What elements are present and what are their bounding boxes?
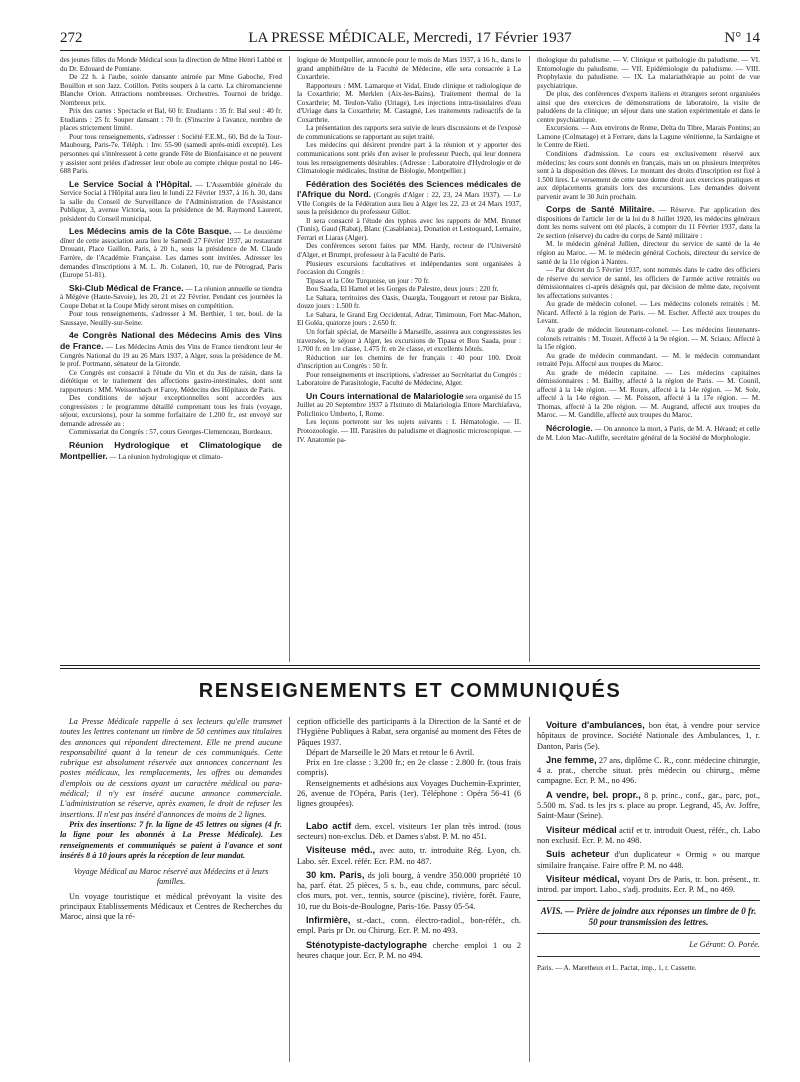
item-heading: Ski-Club Médical de France. <box>69 282 184 293</box>
issue-number: N° 14 <box>724 30 760 46</box>
paragraph <box>60 394 282 428</box>
item-text: — La réunion hydrologique et climato- <box>107 452 223 461</box>
item-heading: Visiteuse méd., <box>306 845 376 856</box>
paragraph <box>297 124 521 141</box>
voyage-title: Voyage Médical au Maroc réservé aux Médecins et à leurs familles. <box>73 867 269 887</box>
item-text: 27 ans, diplôme C. R., conr. médecine chirurgie, 4 a. prat., cherche situat. près médecin ou chirurg., même campagne. Ecr. P. M., no 496. <box>537 755 760 786</box>
avis-rule <box>537 933 760 934</box>
item-text: De plus, des conférences d'experts italiens et étrangers seront organisées ainsi que des exercices de démonstrations de laboratoire, la visite de paludéens de la clinique; un séjour dans une station expérimentale et dans le centre psychiatrique. <box>537 90 760 124</box>
paragraph <box>60 73 282 107</box>
item-text: bon état, à vendre pour service hôpitaux de province. Société Nationale des Ambulances, 1, r. Danton, Paris (5e). <box>537 721 760 751</box>
item-heading: Visiteur médical <box>546 824 617 835</box>
item-text: Prix en 1re classe : 3.200 fr.; en 2e classe : 2.800 fr. (tous frais compris). <box>297 758 521 778</box>
paragraph <box>297 758 521 779</box>
news-column-3 <box>537 56 760 662</box>
news-item <box>60 283 282 311</box>
news-item <box>297 179 521 217</box>
avis-notice: AVIS. — Prière de joindre aux réponses un timbre de 0 fr. 50 pour transmission des lettres. <box>540 906 757 928</box>
item-text: Excursions. — Aux environs de Rome, Delta du Tibre, Marais Pontins; au Lamone (Colmatage) et à Ferrare, dans la Lagune vénitienne, la Sardaigne et le Centre de Rieti. <box>537 124 760 150</box>
item-heading: Visiteur médical, <box>546 873 620 884</box>
news-item <box>537 720 760 752</box>
news-item <box>60 226 282 279</box>
paragraph <box>60 310 282 327</box>
news-item <box>297 391 521 419</box>
item-text: des jeunes filles du Monde Médical sous la direction de Mme Henri Labbé et du Dr. Edouard de Pomiane. <box>60 56 282 73</box>
item-heading: 30 km. Paris, <box>306 869 365 880</box>
item-text: logique de Montpellier, annoncée pour le mois de Mars 1937, à 16 h., dans le grand amphithéâtre de la Faculté de Médecine, elle sera consacrée à La Coxarthrie. <box>297 56 521 82</box>
news-item <box>537 204 760 240</box>
imprimerie-line: Paris. — A. Maretheux et L. Pactat, imp., 1, r. Cassette. <box>537 963 697 972</box>
item-text: (Congrès d'Alger : 22, 23, 24 Mars 1937). — Le VIIe Congrès de la Fédération aura lieu à Alger les 22, 23 et 24 Mars 1937, sous la présidence du professeur Gillot. <box>297 191 521 217</box>
notice-prices: Prix des insertions: 7 fr. la ligne de 45 lettres ou signes (4 fr. la ligne pour les abonnés à La Presse Médicale). Les renseignements et communiqués se paient à l'avance et sont insérés 8 à 10 jours après la réception de leur mandat. <box>60 819 282 860</box>
column-divider <box>529 56 530 662</box>
paragraph <box>537 266 760 300</box>
item-text: Tipasa et la Côte Turquoise, un jour : 70 fr. <box>306 276 430 285</box>
gerant-line: Le Gérant: O. Porée. <box>689 940 760 950</box>
item-heading: A vendre, bel. propr., <box>546 789 641 800</box>
item-text: sera organisé du 15 Juillet au 20 Septembre 1937 à l'Istituto di Malariologia Ettore Marchiafava, Policlinico Umberto, I, Rome. <box>297 392 521 418</box>
paragraph <box>60 369 282 395</box>
paragraph <box>60 428 282 437</box>
news-item <box>537 790 760 822</box>
paragraph <box>297 779 521 810</box>
item-heading: Fédération des Sociétés des Sciences médicales de l'Afrique du Nord. <box>297 178 521 200</box>
section-rule <box>60 668 760 669</box>
item-text: d'un duplicateur « Ormig » ou marque similaire française. Faire offre P. M. no 448. <box>537 850 760 870</box>
paragraph <box>297 717 521 748</box>
item-heading: Un Cours international de Malariologie <box>306 390 464 401</box>
paragraph <box>297 328 521 354</box>
notice-intro: La Presse Médicale rappelle à ses lecteurs qu'elle transmet toutes les lettres contenant un timbre de 50 centimes aux titulaires des annonces qui répondent directement. Elle ne prend aucune responsabilité quant à la teneur de ces communiqués. Cette rubrique est absolument réservée aux annonces concernant les postes médicaux, les remplacements, les offres ou demandes d'emplois ou de cessions ayant un caractère médical ou para-médical; il n'y est inséré aucune annonce commerciale. L'administration se réserve, après examen, le droit de refuser les insertions. Il n'est pas inséré d'annonces de moins de 2 lignes. <box>60 717 282 819</box>
paragraph <box>297 56 521 82</box>
item-text: Le Sahara, territoires des Oasis, Ouargla, Touggourt et retour par Biskra, douze jours : 1.500 fr. <box>297 293 521 311</box>
section-rule <box>60 665 760 666</box>
paragraph <box>297 294 521 311</box>
item-heading: Le Service Social à l'Hôpital. <box>69 178 193 189</box>
news-item <box>297 845 521 867</box>
column-divider <box>289 56 290 662</box>
item-text: — Les Médecins Amis des Vins de France tiendront leur 4e Congrès National du 19 au 26 Mars 1937, à Alger, sous la présidence de M. le prof. Portmann, sénateur de la Gironde. <box>60 342 282 369</box>
item-heading: Réunion Hydrologique et Climatologique de Montpellier. <box>60 439 282 461</box>
item-text: La présentation des rapports sera suivie de leurs discussions et de l'exposé de communications se rapportant au sujet traité. <box>297 124 521 141</box>
column-divider <box>529 717 530 1062</box>
item-text: actif et tr. introduit Ouest, référ., ch. Labo non exclusif. Ecr. P. M. no 498. <box>537 825 760 845</box>
paragraph <box>297 141 521 175</box>
section-banner: RENSEIGNEMENTS ET COMMUNIQUÉS <box>198 680 622 702</box>
item-text: Les leçons porteront sur les sujets suivants : I. Hématologie. — II. Protozoologie. — III. Parasites du paludisme et diagnostic microscopique. — IV. Anatomie pa- <box>297 418 521 444</box>
spacer <box>297 810 521 818</box>
item-text: dem. excel. visiteurs 1er plan très introd. (tous secteurs) non-exclus. Déb. et Dames s'abst. P. M. no 451. <box>297 821 521 841</box>
item-text: — Réserve. Par application des dispositions de l'article 1er de la loi du 8 Juillet 1920, les médecins généraux dont les noms suivent ont été placés, à compter du 11 Février 1937, dans la 2e section (réserve) du cadre du corps de Santé militaire : <box>537 206 760 240</box>
paragraph <box>297 217 521 243</box>
news-item <box>537 849 760 871</box>
item-text: Conditions d'admission. Le cours est exclusivement réservé aux médecins; les cours sont donnés en français, mais un ou plusieurs interprètes sont à la disposition des élèves. Le montant des droits d'inscription est fixé à 1.500 lires. Le versement de cette taxe donne droit aux exercices pratiques et aux déplacements gratuits lors des excursions. Les demandes doivent parvenir avant le 30 Juin prochain. <box>537 150 760 201</box>
item-heading: Infirmière, <box>306 915 351 926</box>
paragraph <box>537 300 760 326</box>
item-text: De 22 h. à l'aube, soirée dansante animée par Mme Gaboche, Fred Bouillon et son Jazz. Cotillon. Petits soupers à la carte. La chiromancienne Blanche Orion. Attractions nombreuses. Orchestres. Tournoi de bridge. Nombreux prix. <box>60 73 282 107</box>
news-item <box>537 755 760 787</box>
item-text: — On annonce la mort, à Paris, de M. A. Héraud; et celle de M. Léon Mac-Auliffe, secrétaire général de la Société de Morphologie. <box>537 424 760 442</box>
classifieds-column-2 <box>297 717 521 1062</box>
paragraph <box>297 242 521 259</box>
column-divider <box>289 717 290 1062</box>
item-text: Au grade de médecin lieutenant-colonel. — Les médecins lieutenants-colonels retraités : M. Touzet. Affecté à la 9e région. — M. Sciaux. Affecté à la 15e région. <box>537 325 760 352</box>
news-item <box>537 423 760 442</box>
item-text: Bou Saada, El Hamel et les Gorges de Palestre, deux jours : 220 fr. <box>306 285 499 294</box>
item-text: Les médecins qui désirent prendre part à la réunion et y apporter des communications sont priés d'en aviser le professeur Puech, qui leur donnera tous les renseignements désirables. (Adresse : Laboratoire d'Hydrologie et de Climatologie médicales, Institut de Biologie, Montpellier.) <box>297 141 521 176</box>
item-text: Il sera consacré à l'étude des typhus avec les rapports de MM. Brunet (Tunis), Gaud (Rabat), Blanc (Casablanca), Donation et Lestoquard, Lemaire, Ferrari et Liaras (Alger). <box>297 216 521 242</box>
item-text: st.-dact., conn. électro-radiol., bon-référ., ch. empl. Paris pr Dr. ou Chirurg. Ecr. P. M. no 493. <box>297 916 521 936</box>
item-text: Pour tous renseignements, s'adresser à M. Berthier, 1 ter, boul. de la Saussaye, Neuilly-sur-Seine. <box>60 310 282 327</box>
item-text: ception officielle des participants à la Direction de la Santé et de l'Hygiène Publiques à Rabat, sera organisé au moment des Fêtes de Pâques 1937. <box>297 717 521 747</box>
news-item <box>60 440 282 461</box>
paragraph <box>297 285 521 294</box>
item-text: Prix des cartes : Spectacle et Bal, 60 fr. Etudiants : 35 fr. Bal seul : 40 fr. Etudiants : 25 fr. Souper dansant : 70 fr. (S'inscrire à l'avance, nombre de places strictement limité. <box>60 107 282 133</box>
paragraph <box>537 124 760 150</box>
news-column-2 <box>297 56 521 662</box>
paragraph <box>537 369 760 420</box>
item-heading: Suis acheteur <box>546 849 610 860</box>
item-text: Réduction sur les chemins de fer français : 40 pour 100. Droit d'inscription au Congrès : 50 fr. <box>297 353 521 371</box>
paragraph <box>297 260 521 277</box>
item-text: Renseignements et adhésions aux Voyages Duchemin-Exprinter, 26, avenue de l'Opéra, Paris (1er). Téléphone : Opéra 56-41 (6 lignes groupées). <box>297 778 521 809</box>
paragraph <box>297 418 521 444</box>
classifieds-column-3 <box>537 717 760 1062</box>
item-text: Au grade de médecin capitaine. — Les médecins capitaines démissionnaires : M. Bailby, affecté à la région de Paris. — M. Counil, affecté à la 14e région. — M. Roure, affecté à la 14e région. — M. Sole, affecté à la 14e région. — M. Poisson, affecté à la 17e région. — M. Thomas, affecté à la 20e région. — M. Augrand, affecté aux troupes du Maroc. — M. Gandille, affecté aux troupes du Maroc. <box>537 368 760 420</box>
classifieds-list <box>537 720 760 895</box>
item-heading: Jne femme, <box>546 754 597 765</box>
paragraph <box>60 107 282 133</box>
item-text: — L'Assemblée générale du Service Social à l'Hôpital aura lieu le lundi 22 Février 1937, à 16 h. 30, dans la salle du Conseil de Surveillance de l'Administration de l'Assistance Publique, 3, avenue Victoria, sous la présidence de M. Raymond Laurent, président du Conseil municipal. <box>60 180 282 223</box>
news-item <box>297 821 521 843</box>
item-text: Des conditions de séjour exceptionnelles sont accordées aux congressistes : le programme détaillé comprenant tous les frais (voyage, séjour, excursions), pour la somme forfaitaire de 1.200 fr., est envoyé sur demande adressée au : <box>60 394 282 428</box>
paragraph <box>537 90 760 124</box>
item-text: Commissariat du Congrès : 57, cours Georges-Clemenceau, Bordeaux. <box>69 428 273 437</box>
item-text: Ce Congrès est consacré à l'étude du Vin et du Jus de raisin, dans la diététique et le traitement des affections gastro-intestinales, dont sont rapporteurs : MM. Weissenbach et Faroy, Médecins des Hôpitaux de Paris. <box>60 368 282 394</box>
item-text: Au grade de médecin colonel. — Les médecins colonels retraités : M. Nicard. Affecté à la région de Paris. — M. Escher. Affecté aux troupes du Levant. <box>537 300 760 326</box>
item-heading: Sténotypiste-dactylographe <box>306 939 427 950</box>
paragraph <box>60 133 282 176</box>
item-heading: Voiture d'ambulances, <box>546 720 645 730</box>
header-rule <box>60 50 760 51</box>
item-text: Le Sahara, le Grand Erg Occidental, Adrar, Timimoun, Fort Mac-Mahon, El Goléa, quatorze jours : 2.650 fr. <box>297 310 521 328</box>
paragraph <box>60 56 282 73</box>
item-text: Au grade de médecin commandant. — M. le médecin commandant retraité Peju. Affecté aux troupes du Maroc. <box>537 351 760 369</box>
item-text: thologique du paludisme. — V. Clinique et pathologie du paludisme. — VI. Entomologie du paludisme. — VII. Epidémiologie du paludisme. — VIII. Prophylaxie du paludisme. — IX. La malariathérapie au point de vue psychiatrique. <box>537 56 760 90</box>
page-number: 272 <box>60 30 83 46</box>
paragraph <box>537 150 760 201</box>
item-text: Pour renseignements et inscriptions, s'adresser au Secrétariat du Congrès : Laboratoire de Parasitologie, Faculté de Médecine, Alger. <box>297 370 521 388</box>
item-text: Plusieurs excursions facultatives et indépendantes sont organisées à l'occasion du Congrès : <box>297 259 521 277</box>
item-heading: Labo actif <box>306 820 352 831</box>
classifieds-column-1 <box>60 717 282 1062</box>
paragraph <box>297 371 521 388</box>
paragraph <box>537 56 760 90</box>
page-header <box>60 30 760 48</box>
item-text: Des conférences seront faites par MM. Hardy, recteur de l'Université d'Alger, et Brumpt, professeur à la Faculté de Paris. <box>297 242 521 260</box>
journal-title: LA PRESSE MÉDICALE, Mercredi, 17 Février 1937 <box>248 30 572 46</box>
news-item <box>60 330 282 368</box>
news-item <box>297 915 521 937</box>
item-text: ds joli bourg, à vendre 350.000 propriété 10 ha, parf. état. 25 pièces, 5 s. b., eau chde, communs, parc sécul. clos murs, pot. ver., tennis, source (piscine), rivière, forêt. Faure, 10, rue du Bois-de-Boulogne, Paris-16e. Passy 05-54. <box>297 870 521 911</box>
item-text: — La réunion annuelle se tiendra à Mégève (Haute-Savoie), les 20, 21 et 22 Février. Pendant ces journées la Coupe Debat et la Coupe Midy seront mises en compétition. <box>60 284 282 310</box>
paragraph <box>537 352 760 369</box>
voyage-text: Un voyage touristique et médical prévoyant la visite des principaux Etablissements Médicaux et Centres de Recherches du Maroc, ainsi que la ré- <box>60 891 282 922</box>
news-item <box>297 940 521 962</box>
paragraph <box>297 277 521 286</box>
paragraph <box>297 748 521 758</box>
paragraph <box>537 326 760 352</box>
item-heading: Nécrologie. <box>546 422 593 433</box>
news-item <box>297 870 521 912</box>
item-text: cherche emploi 1 ou 2 heures chaque jour. Ecr. P. M. no 494. <box>297 940 521 960</box>
paragraph <box>297 311 521 328</box>
paragraph <box>297 82 521 125</box>
item-text: voyant Drs de Paris, tr. bon. présent., tr. introd. par import. Labo., s'adj. produits. Ecr. P. M., no 469. <box>537 874 760 895</box>
news-item <box>60 179 282 224</box>
news-item <box>537 874 760 896</box>
news-column-1 <box>60 56 282 662</box>
item-text: avec auto, tr. introduite Rég. Lyon, ch. Labo. sér. Excel. référ. Ecr. P.M. no 487. <box>297 846 521 866</box>
item-text: Départ de Marseille le 20 Mars et retour le 6 Avril. <box>306 747 475 757</box>
item-text: Un forfait spécial, de Marseille à Marseille, assurera aux congressistes les traversées, le séjour à Alger, les excursions de Tipasa et Bou Saada, pour : 1.700 fr. en 1re classe, 1.475 fr. en 2e classe, et excellents hôtels. <box>297 327 521 354</box>
item-text: — Par décret du 5 Février 1937, sont nommés dans le cadre des officiers de réserve du service de santé, les officiers de l'armée active retraités ou démissionnaires ci-après désignés qui, par décision de même date, reçoivent les affectations suivantes : <box>537 266 760 300</box>
imprimerie-rule <box>537 956 760 957</box>
item-text: M. le médecin général Jullien, directeur du service de santé de la 4e région au Maroc. — M. le médecin général Cochois, directeur du service de santé de la 11e région à Nantes. <box>537 240 760 266</box>
item-text: — Le deuxième dîner de cette association aura lieu le Samedi 27 Février 1937, au restaurant Drouant, Place Gaillon, Paris, à 20 h., sous la présidence de M. Claude Farrère, de l'Académie Française. Les dames sont invitées. Adresser les demandes d'inscriptions à M. L. Jh. Colaneri, 10, rue de Pétrograd, Paris (Europe 51-81). <box>60 228 282 280</box>
item-text: 8 p. princ., conf., gar., parc, pot., 5.500 m. S'ad. ts les jrs s. place au propr. Legrand, 45, Av. Joffre, Saint-Maur (Seine). <box>537 790 760 821</box>
item-heading: Corps de Santé Militaire. <box>546 204 655 215</box>
paragraph <box>537 240 760 266</box>
item-text: Pour tous renseignements, s'adresser : Société F.E.M., 60, Bd de la Tour-Maubourg, Paris-7e. Téléph. : Inv. 55-90 (samedi après-midi excepté). Les personnes qui s'intéressent à cette grande Fête de Bienfaisance et ne peuvent y assister sont priées d'adresser leur obole au compte chèque postal no 146-688 Paris. <box>60 132 282 176</box>
paragraph <box>297 354 521 371</box>
item-text: Rapporteurs : MM. Lamarque et Vidal, Etude clinique et radiologique de la Coxarthrie; M. Merklen (Aix-les-Bains), Traitement thermal de la Coxarthrie; M. Teulon-Valio (Uriage), Les injections intra-tissulaires d'eau d'Uriage dans la Coxarthrie; M. Castagné, Les traitements radioactifs de la Coxarthrie. <box>297 81 521 124</box>
item-heading: Les Médecins amis de la Côte Basque. <box>69 226 232 237</box>
news-item <box>537 825 760 847</box>
item-heading: 4e Congrès National des Médecins Amis des Vins de France. <box>60 330 282 351</box>
avis-rule <box>537 900 760 901</box>
